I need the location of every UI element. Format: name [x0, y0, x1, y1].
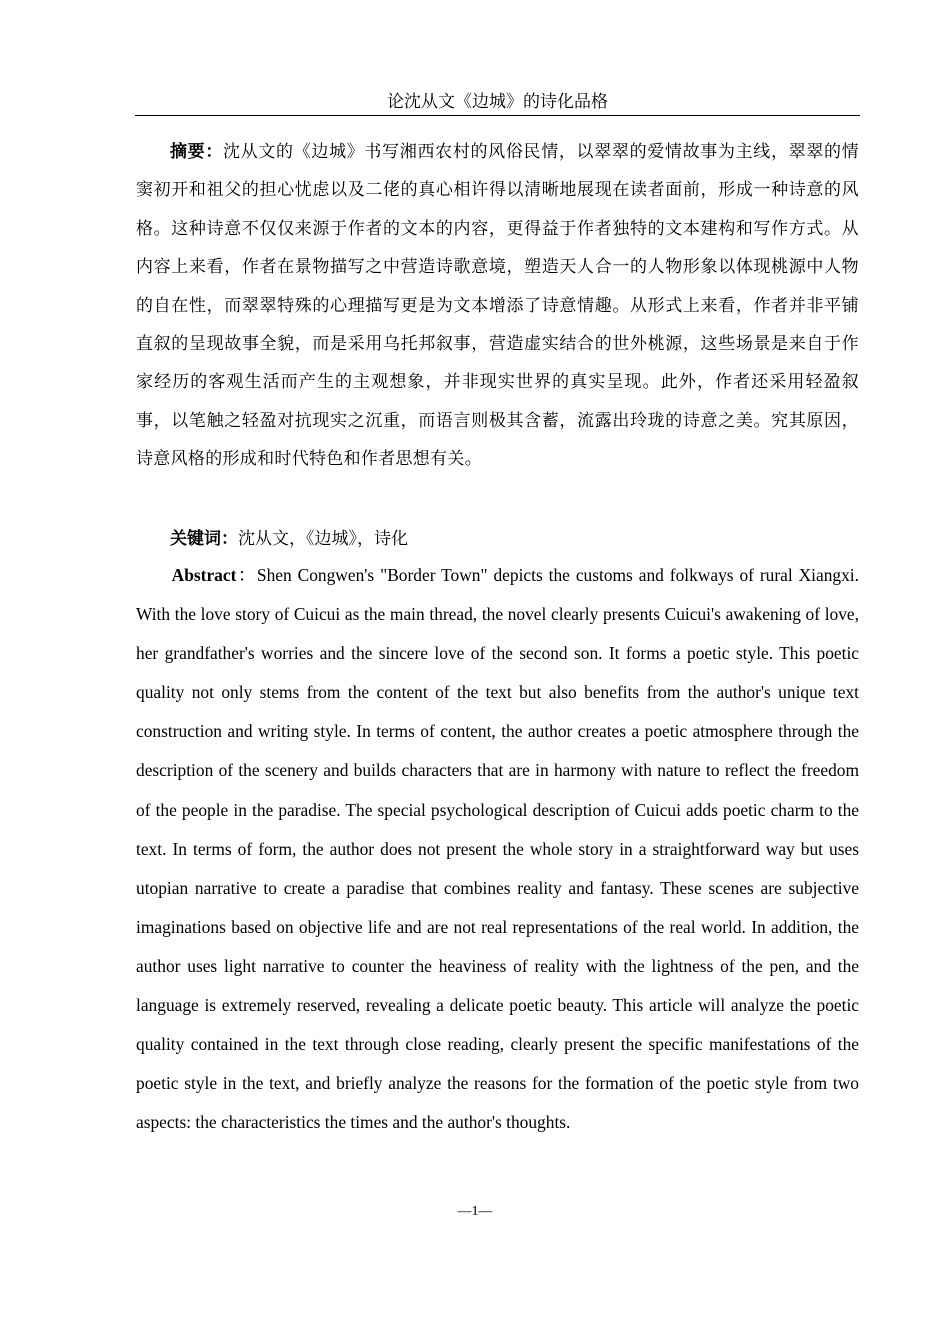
- english-abstract-text: Shen Congwen's "Border Town" depicts the customs and folkways of rural Xiangxi. With the love story of Cuicui as the main thread, the novel clearly presents Cuicui's awakening of love, her grandfather's worries and the sincere love of the second son. It forms a poetic style. This poetic quality not only stems from the content of the text but also benefits from the author's unique text construction and writing style. In terms of content, the author creates a poetic atmosphere through the description of the scenery and builds characters that are in harmony with nature to reflect the freedom of the people in the paradise. The special psychological description of Cuicui adds poetic charm to the text. In terms of form, the author does not present the whole story in a straightforward way but uses utopian narrative to create a paradise that combines reality and fantasy. These scenes are subjective imaginations based on objective life and are not real representations of the real world. In addition, the author uses light narrative to counter the heaviness of reality with the lightness of the pen, and the language is extremely reserved, revealing a delicate poetic beauty. This article will analyze the poetic quality contained in the text through close reading, clearly present the specific manifestations of the poetic style in the text, and briefly analyze the reasons for the formation of the poetic style from two aspects: the characteristics the times and the author's thoughts.: [136, 565, 859, 1133]
- english-abstract-colon: ：: [236, 565, 257, 585]
- chinese-abstract-text: 沈从文的《边城》书写湘西农村的风俗民情，以翠翠的爱情故事为主线，翠翠的情窦初开和祖父的担心忧虑以及二佬的真心相许得以清晰地展现在读者面前，形成一种诗意的风格。这种诗意不仅仅来源于作者的文本的内容，更得益于作者独特的文本建构和写作方式。从内容上来看，作者在景物描写之中营造诗歌意境，塑造天人合一的人物形象以体现桃源中人物的自在性，而翠翠特殊的心理描写更是为文本增添了诗意情趣。从形式上来看，作者并非平铺直叙的呈现故事全貌，而是采用乌托邦叙事，营造虚实结合的世外桃源，这些场景是来自于作家经历的客观生活而产生的主观想象，并非现实世界的真实呈现。此外，作者还采用轻盈叙事，以笔触之轻盈对抗现实之沉重，而语言则极其含蓄，流露出玲珑的诗意之美。究其原因，诗意风格的形成和时代特色和作者思想有关。: [136, 142, 859, 470]
- keywords-text: 沈从文，《边城》，诗化: [238, 529, 408, 549]
- english-abstract-label: Abstract: [171, 565, 237, 585]
- keywords-label: 关键词：: [170, 529, 238, 549]
- chinese-abstract-label: 摘要：: [170, 142, 224, 162]
- page-number: —1—: [457, 1204, 493, 1219]
- english-abstract-paragraph: [136, 556, 859, 1142]
- chinese-abstract: [136, 133, 859, 479]
- header-title: 论沈从文《边城》的诗化品格: [387, 92, 608, 112]
- chinese-abstract-paragraph: [136, 133, 859, 479]
- chinese-keywords: [136, 520, 859, 558]
- english-abstract: [136, 556, 859, 1142]
- running-header: [135, 90, 860, 116]
